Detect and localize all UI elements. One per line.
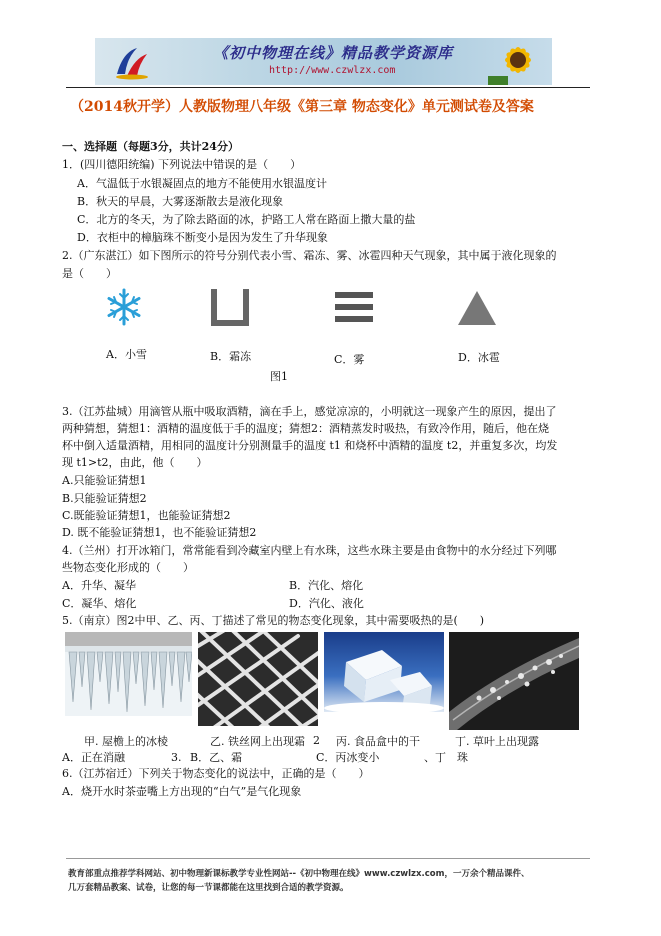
- question-2-stem-line1: 2.（广东湛江）如下图所示的符号分别代表小雪、霜冻、雾、冰雹四种天气现象，其中属于液化现象的: [62, 249, 557, 262]
- q2-label-a: A．小雪: [106, 348, 147, 361]
- footer-rule: [66, 858, 590, 859]
- frost-wire-photo: [198, 632, 318, 726]
- header-rule: [66, 87, 590, 88]
- question-1-option-b: B．秋天的早晨，大雾逐渐散去是液化现象: [77, 195, 284, 208]
- question-5-stem: 5.（南京）图2中甲、乙、丙、丁描述了常见的物态变化现象，其中需要吸热的是( ): [62, 614, 485, 627]
- sunflower-icon: [488, 38, 544, 85]
- question-3-option-c: C.既能验证猜想1，也能验证猜想2: [62, 509, 231, 522]
- frost-symbol-icon: [210, 287, 250, 327]
- banner-url: http://www.czwlzx.com: [269, 65, 396, 76]
- snowflake-icon: [104, 287, 144, 327]
- q5-caption-yi: 乙. 铁丝网上出现霜: [210, 735, 305, 748]
- question-1-option-d: D．衣柜中的樟脑珠不断变小是因为发生了升华现象: [77, 231, 328, 244]
- header-banner: [95, 38, 552, 85]
- question-4-option-c: C．凝华、熔化: [62, 597, 137, 610]
- q2-label-c: C．雾: [334, 353, 365, 366]
- fog-symbol-icon: [333, 290, 375, 326]
- question-3-option-a: A.只能验证猜想1: [62, 474, 147, 487]
- question-6-stem: 6.（江苏宿迁）下列关于物态变化的说法中，正确的是（ ）: [62, 767, 370, 780]
- footer-line-2: 几万套精品教案、试卷，让您的每一节课都能在这里找到合适的教学资源。: [68, 883, 349, 893]
- question-4-stem-line2: 些物态变化形成的（ ）: [62, 561, 194, 574]
- q5-stray-mark-2: 2: [313, 734, 320, 747]
- question-4-option-a: A．升华、凝华: [62, 579, 136, 592]
- question-4-option-d: D．汽化、液化: [289, 597, 364, 610]
- footer-text: [68, 867, 608, 895]
- dry-ice-photo: [324, 632, 444, 712]
- section-heading: 一、选择题（每题3分，共计24分）: [62, 140, 239, 153]
- figure-1-caption: 图1: [270, 370, 288, 383]
- question-3-line4: 现 t1>t2，由此，他（ ）: [62, 456, 208, 469]
- dew-leaf-photo: [449, 632, 579, 730]
- q5-answer-a: A．正在消融: [62, 751, 125, 764]
- q5-stray-mark-3: 3.: [171, 751, 182, 764]
- icicles-photo: [65, 632, 192, 716]
- footer-line-1: 教育部重点推荐学科网站、初中物理新课标教学专业性网站--《初中物理在线》www.czwlzx.com，一万余个精品课件、: [68, 869, 530, 879]
- question-4-option-b: B．汽化、熔化: [289, 579, 364, 592]
- q5-stray-mark-ding: 、丁: [424, 751, 446, 764]
- q5-answer-d-tail: 珠: [457, 751, 468, 764]
- banner-title: 《初中物理在线》精品教学资源库: [213, 44, 454, 62]
- question-3-option-d: D. 既不能验证猜想1，也不能验证猜想2: [62, 526, 257, 539]
- q5-caption-bing: 丙. 食品盒中的干: [336, 735, 420, 748]
- question-6-option-a: A．烧开水时茶壶嘴上方出现的“白气”是气化现象: [62, 785, 302, 798]
- question-4-stem-line1: 4.（兰州）打开冰箱门，常常能看到冷藏室内壁上有水珠，这些水珠主要是由食物中的水分经过下列哪: [62, 544, 557, 557]
- q5-caption-ding: 丁. 草叶上出现露: [455, 735, 539, 748]
- q2-label-b: B．霜冻: [210, 350, 252, 363]
- question-1-stem: 1．(四川德阳统编) 下列说法中错误的是（ ）: [62, 158, 302, 171]
- document-title: （2014秋开学）人教版物理八年级《第三章 物态变化》单元测试卷及答案: [70, 99, 534, 115]
- question-3-line2: 两种猜想，猜想1：酒精的温度低于手的温度；猜想2：酒精蒸发时吸热，有致冷作用，随后，他在烧: [62, 422, 549, 435]
- site-logo-icon: [113, 44, 151, 80]
- question-3-line1: 3.（江苏盐城）用滴管从瓶中吸取酒精，滴在手上，感觉凉凉的，小明就这一现象产生的原因，提出了: [62, 405, 557, 418]
- question-1-option-c: C．北方的冬天，为了除去路面的冰，护路工人常在路面上撒大量的盐: [77, 213, 416, 226]
- q5-answer-c: C．丙冰变小: [316, 751, 380, 764]
- question-2-stem-line2: 是（ ）: [62, 267, 117, 280]
- question-3-line3: 杯中倒入适量酒精，用相同的温度计分别测量手的温度 t1 和烧杯中酒精的温度 t2，并重复多次，均发: [62, 439, 558, 452]
- hail-triangle-icon: [456, 289, 498, 327]
- q5-caption-jia: 甲. 屋檐上的冰棱: [84, 735, 168, 748]
- question-1-option-a: A．气温低于水银凝固点的地方不能使用水银温度计: [77, 177, 327, 190]
- question-3-option-b: B.只能验证猜想2: [62, 492, 147, 505]
- q2-label-d: D．冰雹: [458, 351, 500, 364]
- q5-answer-b: B．乙、霜: [190, 751, 243, 764]
